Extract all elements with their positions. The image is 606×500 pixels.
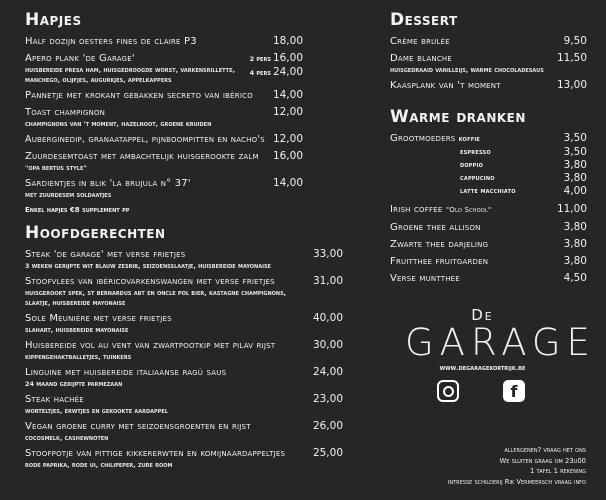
menu-item: [25, 366, 343, 389]
drink-name: Irish coffee: [390, 204, 443, 215]
item-price: 3,80: [563, 238, 587, 250]
item-price: 4,50: [563, 272, 587, 284]
item-desc: met zuurdesem soldaatjes: [25, 191, 112, 199]
item-name: Zuurdesemtoast met ambachtelijk huisgerookte zalm: [25, 151, 259, 162]
drink-price: 3,50: [563, 132, 587, 144]
item-name: Pannetje met krokant gebakken secreto van ibérico: [25, 90, 253, 101]
item-name: Toast champignon: [25, 107, 106, 118]
de-garage-logo: [405, 306, 596, 372]
drink-item: [390, 255, 587, 268]
item-price: 12,00: [272, 106, 303, 118]
item-price: 31,00: [312, 275, 343, 287]
item-price: 18,00: [272, 35, 303, 47]
menu-item: [25, 275, 343, 308]
item-price: 16,00: [272, 52, 303, 64]
item-desc: slahart, huisbereide mayonaise: [25, 326, 129, 334]
menu-item: [25, 35, 303, 48]
drink-price: 4,00: [563, 185, 587, 197]
menu-item: [25, 106, 303, 129]
section-title: Dessert: [390, 10, 458, 30]
pers-label: 4 pers: [249, 69, 271, 77]
item-name: Sole Meunière met verse frietjes: [25, 313, 172, 324]
menu-item: [25, 447, 343, 470]
item-price: 26,00: [312, 420, 343, 432]
item-name: Steak hachée: [25, 394, 84, 405]
drink-price: 3,50: [563, 146, 587, 158]
menu-item: [25, 339, 343, 362]
item-price: 14,00: [272, 177, 303, 189]
item-name: Fruitthee fruitgarden: [390, 256, 489, 267]
menu-item: [25, 89, 303, 102]
drink-item: [390, 272, 587, 285]
item-price: 3,80: [563, 255, 587, 267]
instagram-icon[interactable]: [437, 380, 459, 402]
item-name: Vegan groene curry met seizoensgroenten en rijst: [25, 421, 251, 432]
section-title: Hoofdgerechten: [25, 223, 166, 243]
section-title: Warme dranken: [390, 107, 526, 127]
item-price: 24,00: [312, 366, 343, 378]
item-price: 40,00: [312, 312, 343, 324]
item-price: 33,00: [312, 248, 343, 260]
menu-item: [25, 393, 343, 416]
menu-item: [390, 52, 587, 75]
item-desc: 24 maand gerijpte parmezaan: [25, 380, 123, 388]
item-desc: "opa bertus style": [25, 164, 87, 172]
menu-item: [25, 52, 303, 85]
dessert-section: [390, 10, 587, 96]
menu-item: [25, 420, 343, 443]
menu-item: [390, 79, 587, 92]
menu-item: [25, 312, 343, 335]
facebook-icon[interactable]: f: [503, 380, 525, 402]
item-name: Half dozijn oesters fines de claire P3: [25, 36, 197, 47]
warme-dranken-section: [390, 107, 587, 289]
drink-name: cappucino: [460, 174, 495, 182]
item-name: Steak 'de garage' met verse frietjes: [25, 249, 186, 260]
hoofdgerechten-section: [25, 223, 343, 474]
item-name: Stoofvlees van ibéricovarkenswangen met verse frietjes: [25, 276, 275, 287]
drink-name: espresso: [460, 148, 491, 156]
item-name: Zwarte thee darjeling: [390, 239, 489, 250]
menu-item: [390, 35, 587, 48]
drink-sub: "Old School": [445, 206, 492, 214]
logo-de: De: [471, 306, 494, 324]
supplement-note: Enkel hapjes €8 supplement pp: [25, 206, 130, 214]
item-desc: champignons van 't moment, hazelnoot, groene kruiden: [25, 120, 212, 128]
item-name: Verse muntthee: [390, 273, 460, 284]
footer-line: intresse schilderij Rik Vermeersch vraag info: [447, 477, 586, 486]
item-desc: huisgedraaid vanilleijs, warme chocoladesaus: [390, 66, 544, 74]
item-price: 16,00: [272, 150, 303, 162]
item-price: 13,00: [556, 79, 587, 91]
logo-garage: GARAGE: [405, 321, 596, 364]
item-desc: huisgerookt spek, st bernardus abt en oncle pol bier, kastagne champignons, slaatje, huisbereide mayonaise: [25, 289, 287, 307]
item-price: 3,80: [563, 221, 587, 233]
item-desc: huisbereide presa ham, huisgedroogde worst, varkensrillette, manchego, olijfjes, augurkjes, appelkappers: [25, 66, 235, 84]
grootmoeders-label: Grootmoeders: [390, 133, 456, 144]
item-price: 9,50: [563, 35, 587, 47]
section-title: Hapjes: [25, 10, 82, 30]
item-price: 12,00: [272, 133, 303, 145]
item-desc: kippengehaktballetjes, tuinkers: [25, 353, 132, 361]
item-price: 24,00: [272, 66, 303, 78]
item-name: Huisbereide vol au vent van zwartpootkip met pilav rijst: [25, 340, 276, 351]
hapjes-section: [25, 10, 303, 214]
item-price: 11,50: [556, 52, 587, 64]
menu-item: [25, 150, 303, 173]
item-price: 25,00: [312, 447, 343, 459]
item-name: Dame blanche: [390, 53, 452, 64]
menu-item: [25, 248, 343, 271]
footer-line: allergenen? vraag het ons: [504, 446, 586, 454]
drink-name: doppio: [460, 161, 484, 169]
item-name: Kaasplank van 't moment: [390, 80, 501, 91]
drink-name: koffie: [458, 135, 481, 143]
menu-item: [25, 133, 303, 146]
item-desc: rode paprika, rode ui, chilipeper, zure room: [25, 461, 173, 469]
item-price: 30,00: [312, 339, 343, 351]
item-name: Auberginedip, granaatappel, pijnboompitten en nacho's: [25, 134, 265, 145]
item-name: Linguine met huisbereide italiaanse ragù saus: [25, 367, 227, 378]
item-name: Sardientjes in blik 'la brujula n° 37': [25, 178, 191, 189]
item-name: Groene thee allison: [390, 222, 481, 233]
drink-price: 11,00: [556, 203, 587, 215]
item-price: 23,00: [312, 393, 343, 405]
item-name: Crème brulée: [390, 36, 450, 47]
menu-item: [25, 177, 303, 200]
item-price: 14,00: [272, 89, 303, 101]
footer-line: 1 tafel 1 rekening: [530, 467, 586, 475]
item-desc: cocosmelk, cashewnoten: [25, 434, 109, 442]
drink-price: 3,80: [563, 159, 587, 171]
item-name: Stoofpotje van pittige kikkererwten en komijnaardappeltjes: [25, 448, 286, 459]
footer-line: We sluiten graag om 23u00: [499, 456, 586, 465]
item-desc: 3 weken gerijpte wit blauw zesrib, seizoensslaatje, huisbereide mayonaise: [25, 262, 271, 270]
drink-price: 3,80: [563, 172, 587, 184]
item-name: Apero plank 'de Garage': [25, 53, 135, 64]
pers-label: 2 pers: [249, 55, 271, 63]
drink-name: latte macchiato: [460, 187, 516, 195]
drink-item: [390, 238, 587, 251]
footer-notes: [448, 445, 586, 487]
item-desc: worteltjes, erwtjes en gekookte aardappel: [25, 407, 168, 415]
drink-item: [390, 221, 587, 234]
website-link[interactable]: www.degaragekortrijk.be: [439, 364, 526, 372]
